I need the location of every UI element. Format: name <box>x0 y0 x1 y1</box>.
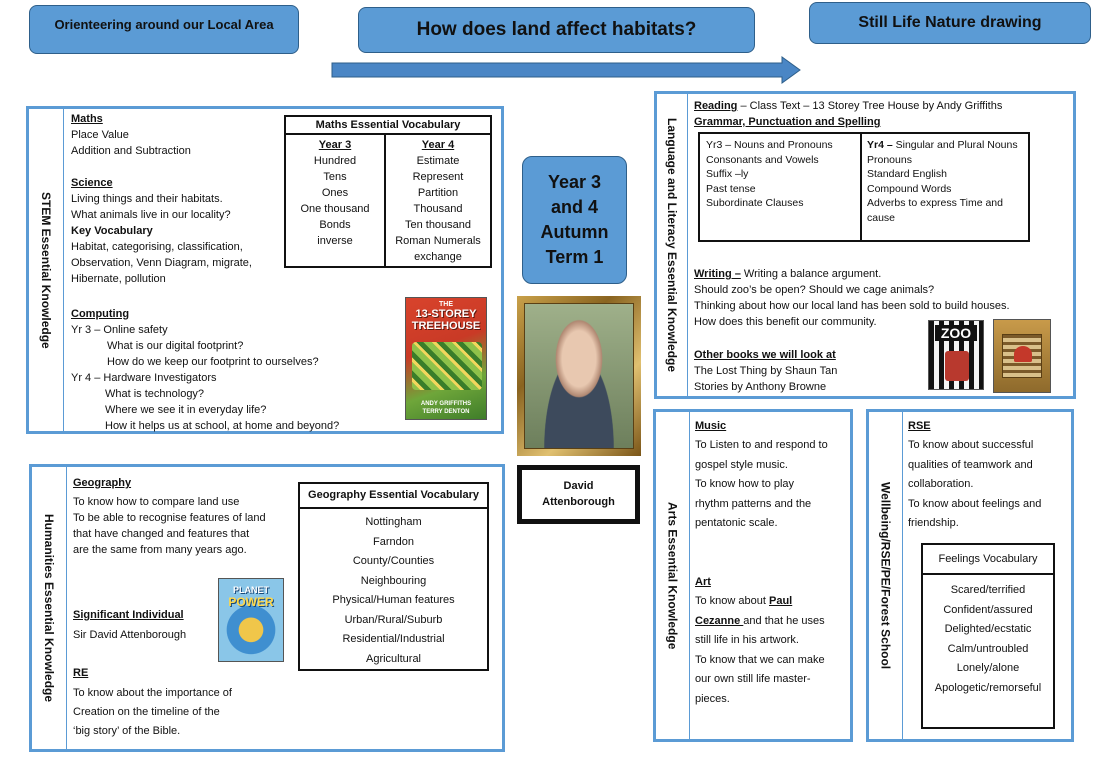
power-cover-title: POWER <box>228 595 274 609</box>
geography-line: To be able to recognise features of land <box>73 512 266 524</box>
feelings-vocab-title: Feelings Vocabulary <box>923 545 1053 575</box>
maths-vocab-col1-head: Year 3 <box>318 139 352 151</box>
artist-name-last: Cezanne <box>695 614 744 627</box>
geography-heading: Geography <box>73 477 132 489</box>
wellbeing-side-label: Wellbeing/RSE/PE/Forest School <box>878 481 893 670</box>
cover-author: TERRY DENTON <box>422 409 470 415</box>
computing-line: Yr 4 – Hardware Investigators <box>71 372 217 384</box>
art-line: our own still life master- <box>695 673 811 685</box>
maths-vocab-word: One thousand <box>300 203 370 216</box>
writing-detail: Should zoo’s be open? Should we cage animals? <box>694 284 935 296</box>
portrait-caption <box>517 465 640 524</box>
geography-vocab-word: Neighbouring <box>360 574 427 587</box>
caption-line: Attenborough <box>542 496 615 508</box>
writing-detail: Thinking about how our local land has been sold to build houses. <box>694 300 1010 312</box>
art-line: To know about <box>695 595 769 607</box>
progression-arrow <box>330 56 802 86</box>
feeling-word: Lonely/alone <box>956 662 1020 674</box>
writing-heading: Writing – <box>694 268 741 280</box>
term-badge-line: Autumn <box>540 222 609 242</box>
treehouse-book-cover <box>405 297 487 420</box>
maths-vocab-word: Represent <box>412 171 464 184</box>
gps-yr4-item: Singular and Plural Nouns <box>892 139 1018 151</box>
feelings-vocab-box <box>921 543 1055 729</box>
language-side-label: Language and Literacy Essential Knowledge <box>665 117 679 373</box>
gps-yr4-item: Pronouns <box>867 153 912 166</box>
maths-vocab-word: Ones <box>321 187 349 200</box>
zoo-cover-figure <box>945 351 969 381</box>
gps-yr3-item: Consonants and Vowels <box>706 153 819 166</box>
geography-line: are the same from many years ago. <box>73 544 247 556</box>
david-attenborough-portrait <box>524 303 634 449</box>
planet-cover-title: PLANET <box>233 585 269 595</box>
gps-yr3-item: Past tense <box>706 182 756 195</box>
other-book: The Lost Thing by Shaun Tan <box>694 365 838 377</box>
art-line: pieces. <box>695 692 730 705</box>
music-line: rhythm patterns and the <box>695 497 812 510</box>
music-line: To know how to play <box>695 478 795 490</box>
gps-yr4-item: cause <box>867 211 896 224</box>
topic-title: How does land affect habitats? <box>358 7 755 53</box>
cover-title: 13-STOREY TREEHOUSE <box>411 308 481 332</box>
music-heading: Music <box>695 420 727 432</box>
geography-vocab-word: Urban/Rural/Suburb <box>344 613 443 626</box>
key-vocab-heading: Key Vocabulary <box>71 225 153 237</box>
gps-yr3-item: Suffix –ly <box>706 168 749 180</box>
maths-vocab-word: inverse <box>317 235 353 248</box>
maths-vocab-word: Estimate <box>416 155 460 168</box>
arrow-shape <box>332 57 800 83</box>
other-book: Stories by Anthony Browne <box>694 381 827 393</box>
maths-vocab-word: exchange <box>414 251 462 264</box>
maths-vocab-word: Roman Numerals <box>395 235 481 248</box>
writing-text: Writing a balance argument. <box>740 268 882 280</box>
writing-detail: How does this benefit our community. <box>694 316 877 328</box>
topic-orienteering: Orienteering around our Local Area <box>29 5 299 54</box>
geography-vocab-word: Physical/Human features <box>332 594 455 606</box>
feeling-word: Scared/terrified <box>950 584 1026 596</box>
maths-vocab-title: Maths Essential Vocabulary <box>286 117 490 135</box>
geography-vocab-box <box>298 482 489 671</box>
science-heading: Science <box>71 177 113 189</box>
re-line: ‘big story’ of the Bible. <box>73 725 181 737</box>
rse-line: friendship. <box>908 517 959 529</box>
gps-yr4-item: Standard English <box>867 168 947 180</box>
feeling-word: Confident/assured <box>943 603 1033 616</box>
maths-line: Addition and Subtraction <box>71 145 191 157</box>
zoo-book-cover <box>928 320 984 390</box>
maths-vocab-word: Bonds <box>319 219 351 232</box>
planet-power-book-cover <box>218 578 284 662</box>
rse-heading: RSE <box>908 420 931 432</box>
gps-yr4-head: Yr4 – <box>867 139 893 151</box>
computing-line: Where we see it in everyday life? <box>105 404 267 416</box>
computing-line: What is technology? <box>105 388 205 400</box>
stem-panel <box>26 106 504 434</box>
maths-vocab-word: Thousand <box>413 203 463 216</box>
maths-vocab-word: Partition <box>417 187 459 200</box>
key-vocab-line: Habitat, categorising, classification, <box>71 241 243 253</box>
maths-vocab-word: Tens <box>323 171 347 184</box>
rse-line: To know about feelings and <box>908 497 1042 510</box>
computing-line: How do we keep our footprint to ourselves? <box>107 356 319 368</box>
computing-line: How it helps us at school, at home and beyond? <box>105 420 340 432</box>
geography-vocab-word: Nottingham <box>365 516 422 528</box>
gps-table <box>698 132 1030 242</box>
other-books-heading: Other books we will look at <box>694 349 836 361</box>
gps-yr4-item: Compound Words <box>867 182 952 195</box>
art-heading: Art <box>695 576 711 588</box>
gps-yr3-item: Subordinate Clauses <box>706 197 804 209</box>
arts-panel <box>653 409 853 742</box>
artist-name-first: Paul <box>769 595 793 607</box>
key-vocab-line: Hibernate, pollution <box>71 273 166 285</box>
music-line: To Listen to and respond to <box>695 439 828 451</box>
gps-yr3-item: Yr3 – Nouns and Pronouns <box>706 139 833 151</box>
gps-yr4-item: Adverbs to express Time and <box>867 197 1003 209</box>
reading-line <box>694 98 1074 114</box>
re-line: Creation on the timeline of the <box>73 706 220 718</box>
wellbeing-panel <box>866 409 1074 742</box>
caption-line: David <box>563 480 594 492</box>
language-panel <box>654 91 1076 399</box>
humanities-side-label: Humanities Essential Knowledge <box>42 513 56 703</box>
maths-vocab-col2-head: Year 4 <box>421 139 455 151</box>
geography-vocab-word: Residential/Industrial <box>342 633 445 645</box>
reading-text: – Class Text – 13 Storey Tree House by Andy Griffiths <box>737 100 1003 112</box>
lost-thing-book-cover <box>993 319 1051 393</box>
maths-vocab-word: Ten thousand <box>404 219 472 232</box>
stem-side-label: STEM Essential Knowledge <box>39 191 53 349</box>
humanities-panel <box>29 464 505 752</box>
significant-text: Sir David Attenborough <box>73 629 187 641</box>
term-badge-line: and 4 <box>550 197 598 217</box>
gps-heading: Grammar, Punctuation and Spelling <box>694 116 881 128</box>
science-line: Living things and their habitats. <box>71 193 223 205</box>
re-heading: RE <box>73 667 89 679</box>
zoo-cover-title: ZOO <box>935 325 977 341</box>
portrait-frame <box>517 296 641 456</box>
maths-heading: Maths <box>71 113 103 125</box>
rse-line: collaboration. <box>908 478 974 490</box>
lost-thing-creature <box>1014 346 1032 362</box>
science-line: What animals live in our locality? <box>71 209 231 221</box>
reading-heading: Reading <box>694 100 738 112</box>
maths-vocab-table <box>284 115 492 268</box>
term-badge <box>522 156 627 284</box>
rse-line: To know about successful <box>908 439 1034 451</box>
geography-vocab-title: Geography Essential Vocabulary <box>300 484 487 509</box>
rse-line: qualities of teamwork and <box>908 458 1033 471</box>
term-badge-line: Year 3 <box>547 172 602 192</box>
art-line: still life in his artwork. <box>695 634 799 646</box>
arts-side-label: Arts Essential Knowledge <box>665 501 680 650</box>
feeling-word: Delighted/ecstatic <box>944 623 1032 635</box>
term-badge-line: Term 1 <box>545 247 604 267</box>
cover-title-top: THE <box>439 301 453 308</box>
geography-line: To know how to compare land use <box>73 496 240 508</box>
maths-line: Place Value <box>71 129 129 141</box>
geography-line: that have changed and features that <box>73 528 250 540</box>
computing-line: What is our digital footprint? <box>107 340 244 352</box>
feeling-word: Calm/untroubled <box>947 642 1029 655</box>
topic-still-life: Still Life Nature drawing <box>809 2 1091 44</box>
music-line: pentatonic scale. <box>695 517 778 529</box>
music-line: gospel style music. <box>695 458 788 471</box>
maths-vocab-word: Hundred <box>313 155 357 168</box>
feeling-word: Apologetic/remorseful <box>934 681 1042 694</box>
art-line: To know that we can make <box>695 653 825 666</box>
computing-line: Yr 3 – Online safety <box>71 324 168 336</box>
writing-line <box>694 266 1074 282</box>
re-line: To know about the importance of <box>73 687 232 699</box>
geography-vocab-word: Farndon <box>373 535 414 548</box>
cover-author: ANDY GRIFFITHS <box>420 401 472 407</box>
geography-vocab-word: Agricultural <box>365 652 422 665</box>
key-vocab-line: Observation, Venn Diagram, migrate, <box>71 257 252 269</box>
geography-vocab-word: County/Counties <box>352 555 435 567</box>
treehouse-illustration <box>412 342 482 390</box>
art-line: and that he uses <box>743 614 825 627</box>
computing-heading: Computing <box>71 308 130 320</box>
significant-heading: Significant Individual <box>73 609 184 621</box>
